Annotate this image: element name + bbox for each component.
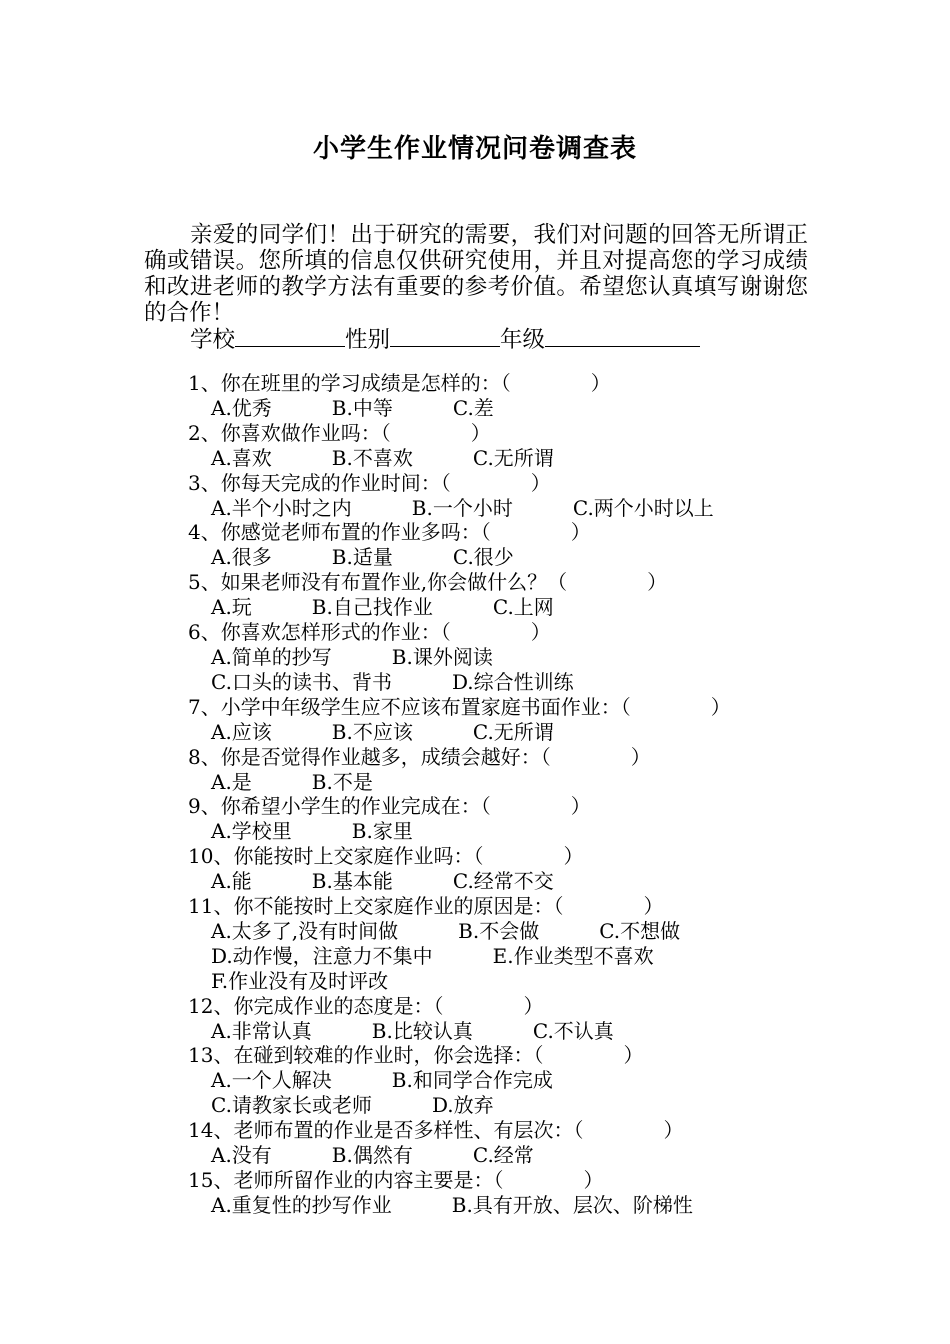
question-text: 4、你感觉老师布置的作业多吗：（ ） xyxy=(188,520,591,545)
gender-blank[interactable] xyxy=(390,326,500,347)
page-title: 小学生作业情况问卷调查表 xyxy=(312,134,637,164)
question-options[interactable]: A.学校里 B.家里 xyxy=(211,819,413,844)
question-options[interactable]: A.半个小时之内 B.一个小时 C.两个小时以上 xyxy=(211,495,714,520)
question-options[interactable]: A.重复性的抄写作业 B.具有开放、层次、阶梯性 xyxy=(211,1192,693,1217)
question-options[interactable]: A.太多了,没有时间做 B.不会做 C.不想做 xyxy=(211,918,681,943)
question-text: 2、你喜欢做作业吗：（ ） xyxy=(188,420,491,445)
intro-paragraph: 亲爱的同学们！出于研究的需要，我们对问题的回答无所谓正确或错误。您所填的信息仅供研究使用，并且对提高您的学习成绩和改进老师的教学方法有重要的参考价值。希望您认真填写谢谢您的合作！ xyxy=(144,222,808,326)
question-text: 3、你每天完成的作业时间：（ ） xyxy=(188,470,551,495)
question-text: 5、如果老师没有布置作业,你会做什么？（ ） xyxy=(188,570,668,595)
question-text: 1、你在班里的学习成绩是怎样的：（ ） xyxy=(188,371,611,395)
school-label: 学校 xyxy=(190,327,236,353)
school-blank[interactable] xyxy=(235,326,345,347)
question-options[interactable]: A.优秀 B.中等 C.差 xyxy=(211,395,494,420)
question-options[interactable]: A.玩 B.自己找作业 C.上网 xyxy=(211,595,554,620)
question-text: 13、在碰到较难的作业时，你会选择：（ ） xyxy=(188,1043,644,1068)
question-options[interactable]: D.动作慢，注意力不集中 E.作业类型不喜欢 xyxy=(211,943,654,968)
question-options[interactable]: A.一个人解决 B.和同学合作完成 xyxy=(211,1068,553,1093)
question-options[interactable]: A.简单的抄写 B.课外阅读 xyxy=(211,644,493,669)
grade-label: 年级 xyxy=(500,327,546,353)
question-options[interactable]: A.很多 B.适量 C.很少 xyxy=(211,545,514,570)
question-options[interactable]: A.是 B.不是 xyxy=(211,769,373,794)
question-text: 14、老师布置的作业是否多样性、有层次：（ ） xyxy=(188,1118,684,1143)
question-options[interactable]: A.能 B.基本能 C.经常不交 xyxy=(211,869,554,894)
question-text: 11、你不能按时上交家庭作业的原因是：（ ） xyxy=(188,894,664,919)
question-text: 8、你是否觉得作业越多，成绩会越好：（ ） xyxy=(188,744,651,769)
info-fill-line xyxy=(190,326,808,353)
question-text: 12、你完成作业的态度是：（ ） xyxy=(188,993,544,1018)
question-options[interactable]: A.喜欢 B.不喜欢 C.无所谓 xyxy=(211,445,554,470)
question-options[interactable]: A.非常认真 B.比较认真 C.不认真 xyxy=(211,1018,614,1043)
question-options[interactable]: C.口头的读书、背书 D.综合性训练 xyxy=(211,669,574,694)
gender-label: 性别 xyxy=(345,327,391,353)
question-text: 6、你喜欢怎样形式的作业：（ ） xyxy=(188,620,551,645)
intro-section xyxy=(144,222,808,353)
question-list xyxy=(188,371,808,1218)
question-text: 7、小学中年级学生应不应该布置家庭书面作业：（ ） xyxy=(188,694,731,719)
question-options[interactable]: F.作业没有及时评改 xyxy=(211,968,389,993)
question-text: 15、老师所留作业的内容主要是：（ ） xyxy=(188,1168,604,1192)
question-options[interactable]: A.没有 B.偶然有 C.经常 xyxy=(211,1143,534,1168)
grade-blank[interactable] xyxy=(545,326,700,347)
question-text: 10、你能按时上交家庭作业吗：（ ） xyxy=(188,844,584,869)
question-text: 9、你希望小学生的作业完成在：（ ） xyxy=(188,794,591,819)
question-options[interactable]: C.请教家长或老师 D.放弃 xyxy=(211,1093,494,1118)
question-options[interactable]: A.应该 B.不应该 C.无所谓 xyxy=(211,719,554,744)
